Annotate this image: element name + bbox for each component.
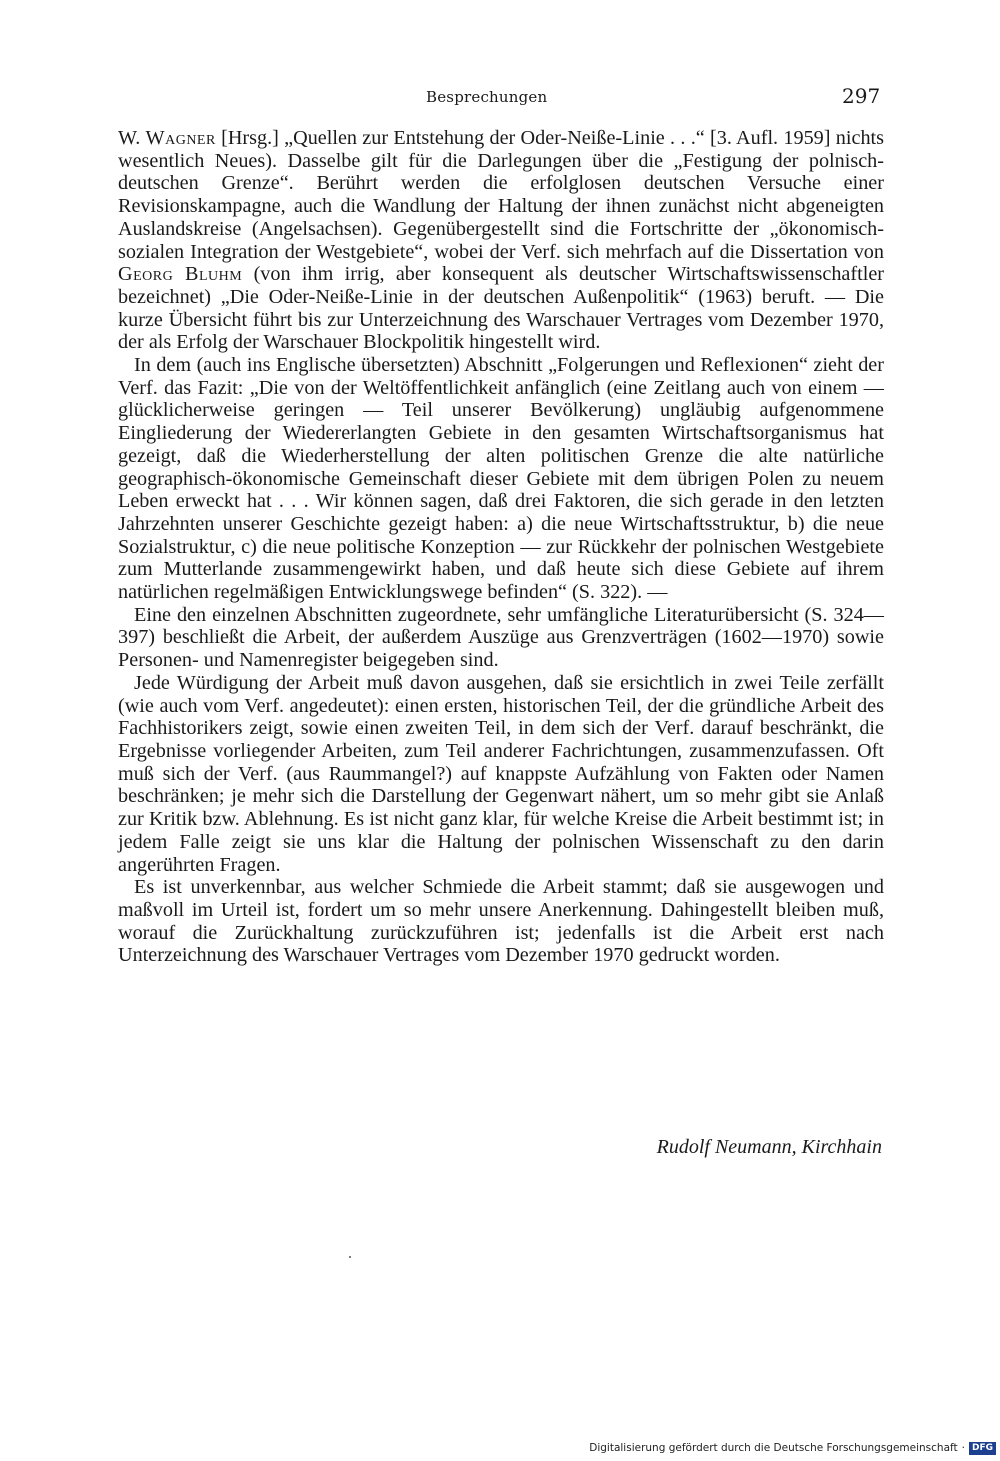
text-segment: Es ist unverkennbar, aus welcher Schmiede die Arbeit stammt; daß sie ausgewogen und maßvoll im Urteil ist, fordert um so mehr unsere Anerkennung. Dahingestellt bleiben muß, worauf die Zurückhaltung zurückzuführen ist; jedenfalls ist die Arbeit erst nach Unterzeichnung des Warschauer Vertrages vom Dezember 1970 gedruckt worden. — [118, 876, 884, 967]
page-header — [0, 84, 1000, 114]
author-name: Georg Bluhm — [118, 263, 243, 286]
digitization-footer: Digitalisierung gefördert durch die Deutsche Forschungsgemeinschaft · DFG — [589, 1441, 996, 1455]
text-segment: Jede Würdigung der Arbeit muß davon ausgehen, daß sie ersichtlich in zwei Teile zerfällt (wie auch vom Verf. angedeutet): einen ersten, historischen Teil, der die gründliche Arbeit des Fachhistorikers zeigt, sowie einen zweiten Teil, in dem sich der Verf. darauf beschränkt, die Ergebnisse vorliegender Arbeiten, zum Teil anderer Fachrichtungen, zusammenzufassen. Oft muß sich der Verf. (aus Raummangel?) auf knappste Aufzählung von Fakten oder Namen beschränken; je mehr sich die Darstellung der Gegenwart nähert, um so mehr gibt sie Anlaß zur Kritik bzw. Ablehnung. Es ist nicht ganz klar, für welche Kreise die Arbeit bestimmt ist; in jedem Falle zeigt sie uns klar die Haltung der polnischen Wissenschaft zu den darin angerührten Fragen. — [118, 671, 884, 876]
scan-speck — [349, 1256, 351, 1258]
reviewer-signature: Rudolf Neumann, Kirchhain — [656, 1136, 882, 1158]
footer-credit: Digitalisierung gefördert durch die Deutsche Forschungsgemeinschaft — [589, 1442, 958, 1454]
text-segment: Eine den einzelnen Abschnitten zugeordnete, sehr umfängliche Literaturübersicht (S. 324—397) beschließt die Arbeit, der außerdem Auszüge aus Grenzverträgen (1602—1970) sowie Personen- und Namenregister beigegeben sind. — [118, 603, 884, 672]
text-segment: [Hrsg.] „Quellen zur Entstehung der Oder-Neiße-Linie . . .“ [3. Aufl. 1959] nichts wesentlich Neues). Dasselbe gilt für die Darlegungen über die „Festigung der polnisch-deutschen Grenze“. Berührt werden die erfolglosen deutschen Versuche einer Revisionskampagne, auch die Wandlung der Haltung der ihnen zunächst nicht abgeneigten Auslandskreise (Angelsachsen). Gegenübergestellt sind die Fortschritte der „ökonomisch-sozialen Integration der Westgebiete“, wobei der Verf. sich mehrfach auf die Dissertation von — [118, 127, 884, 263]
page-number: 297 — [842, 84, 881, 108]
paragraph-4 — [118, 672, 884, 876]
text-segment: (von ihm irrig, aber konsequent als deutscher Wirtschaftswissenschaftler bezeichnet) „Die Oder-Neiße-Linie in der deutschen Außenpolitik“ (1963) beruft. — Die kurze Übersicht führt bis zur Unterzeichnung des Warschauer Vertrages vom Dezember 1970, der als Erfolg der Warschauer Blockpolitik hingestellt wird. — [118, 263, 885, 354]
paragraph-3 — [118, 604, 884, 672]
review-body — [118, 127, 884, 967]
text-segment: W. — [118, 127, 146, 149]
author-name: Wagner — [145, 127, 216, 149]
paragraph-1 — [118, 127, 884, 354]
running-head: Besprechungen — [426, 88, 548, 106]
dfg-logo-icon: DFG — [969, 1442, 996, 1455]
text-segment: In dem (auch ins Englische übersetzten) Abschnitt „Folgerungen und Reflexionen“ zieht der Verf. das Fazit: „Die von der Weltöffentlichkeit anfänglich (eine Zeitlang auch von einem — glücklicherweise geringen — Teil unserer Bevölkerung) ungläubig aufgenommene Eingliederung der Wiedererlangten Gebiete in den gesamten Wirtschaftsorganismus hat gezeigt, daß die Wiederherstellung der alten politischen Grenze die alte natürliche geographisch-ökonomische Gemeinschaft dieser Gebiete mit dem übrigen Polen zu neuem Leben erweckt hat . . . Wir können sagen, daß drei Faktoren, die sich gerade in den letzten Jahrzehnten unserer Geschichte gezeigt haben: a) die neue Wirtschaftsstruktur, b) die neue Sozialstruktur, c) die neue politische Konzeption — zur Rückkehr der polnischen Westgebiete zum Mutterlande zusammengewirkt haben, und daß heute sich diese Gebiete auf ihrem natürlichen regelmäßigen Entwicklungswege befinden“ (S. 322). — — [118, 354, 884, 604]
paragraph-2 — [118, 354, 884, 604]
paragraph-5 — [118, 876, 884, 967]
